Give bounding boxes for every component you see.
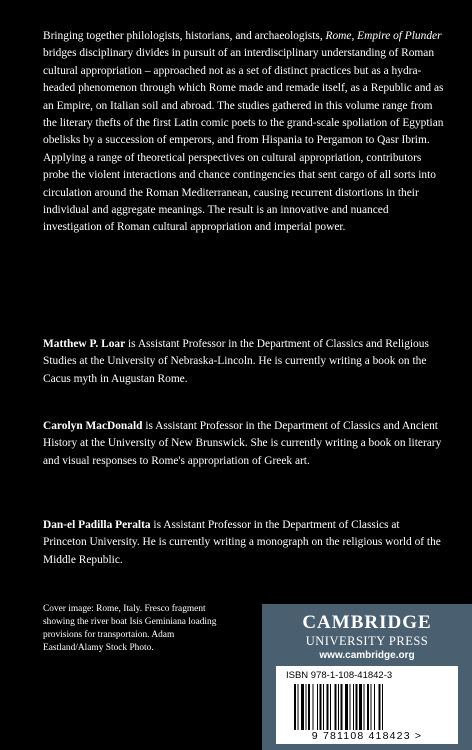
author-name: Matthew P. Loar	[43, 338, 126, 350]
author-bio	[43, 336, 445, 388]
author-name: Carolyn MacDonald	[43, 420, 143, 432]
author-bio-text: is Assistant Professor in the Department of Classics and Ancient History at the University of New Brunswick. She is currently writing a book on literary and visual responses to Rome's appropriation of Greek art.	[43, 420, 442, 467]
barcode-bars	[294, 684, 444, 730]
publisher-logo: CAMBRIDGE	[302, 612, 432, 633]
blurb-body: bridges disciplinary divides in pursuit of an interdisciplinary understanding of Roman cultural appropriation – approached not as a set of distinct practices but as a hydra-headed phenomenon through which Rome made and remade itself, as a Republic and as an Empire, on Italian soil and abroad. The studies gathered in this volume range from the literary thefts of the first Latin comic poets to the grand-scale spoliation of Egyptian obelisks by a succession of emperors, and from Hispania to Pergamon to Qasr Ibrim. Applying a range of theoretical perspectives on cultural appropriation, contributors probe the violent interactions and chance contingencies that sent cargo of all sorts into circulation around the Roman Mediterranean, causing recurrent distortions in their individual and aggregate meanings. The result is an innovative and nuanced investigation of Roman cultural appropriation and imperial power.	[43, 47, 444, 234]
cover-image-credit: Cover image: Rome, Italy. Fresco fragment showing the river boat Isis Geminiana loading provisions for transportaion. Adam Eastland/Alamy Stock Photo.	[43, 604, 217, 653]
barcode-digits: 9 781108 418423 >	[311, 730, 423, 742]
book-description	[43, 28, 445, 237]
isbn-barcode	[276, 666, 458, 744]
author-bio-text: is Assistant Professor in the Department of Classics at Princeton University. He is currently writing a monograph on the religious world of the Middle Republic.	[43, 519, 441, 566]
author-bio-text: is Assistant Professor in the Department of Classics and Religious Studies at the University of Nebraska-Lincoln. He is currently writing a book on the Cacus myth in Augustan Rome.	[43, 338, 429, 385]
publisher-url: www.cambridge.org	[319, 650, 415, 661]
blurb-lead: Bringing together philologists, historians, and archaeologists,	[43, 30, 326, 42]
publisher-panel	[262, 604, 472, 750]
publisher-subtitle: UNIVERSITY PRESS	[305, 634, 429, 648]
author-bio	[43, 418, 445, 470]
author-bio	[43, 517, 445, 569]
isbn-label: ISBN 978-1-108-41842-3	[286, 670, 393, 681]
author-name: Dan-el Padilla Peralta	[43, 519, 151, 531]
book-title: Rome, Empire of Plunder	[325, 30, 442, 42]
